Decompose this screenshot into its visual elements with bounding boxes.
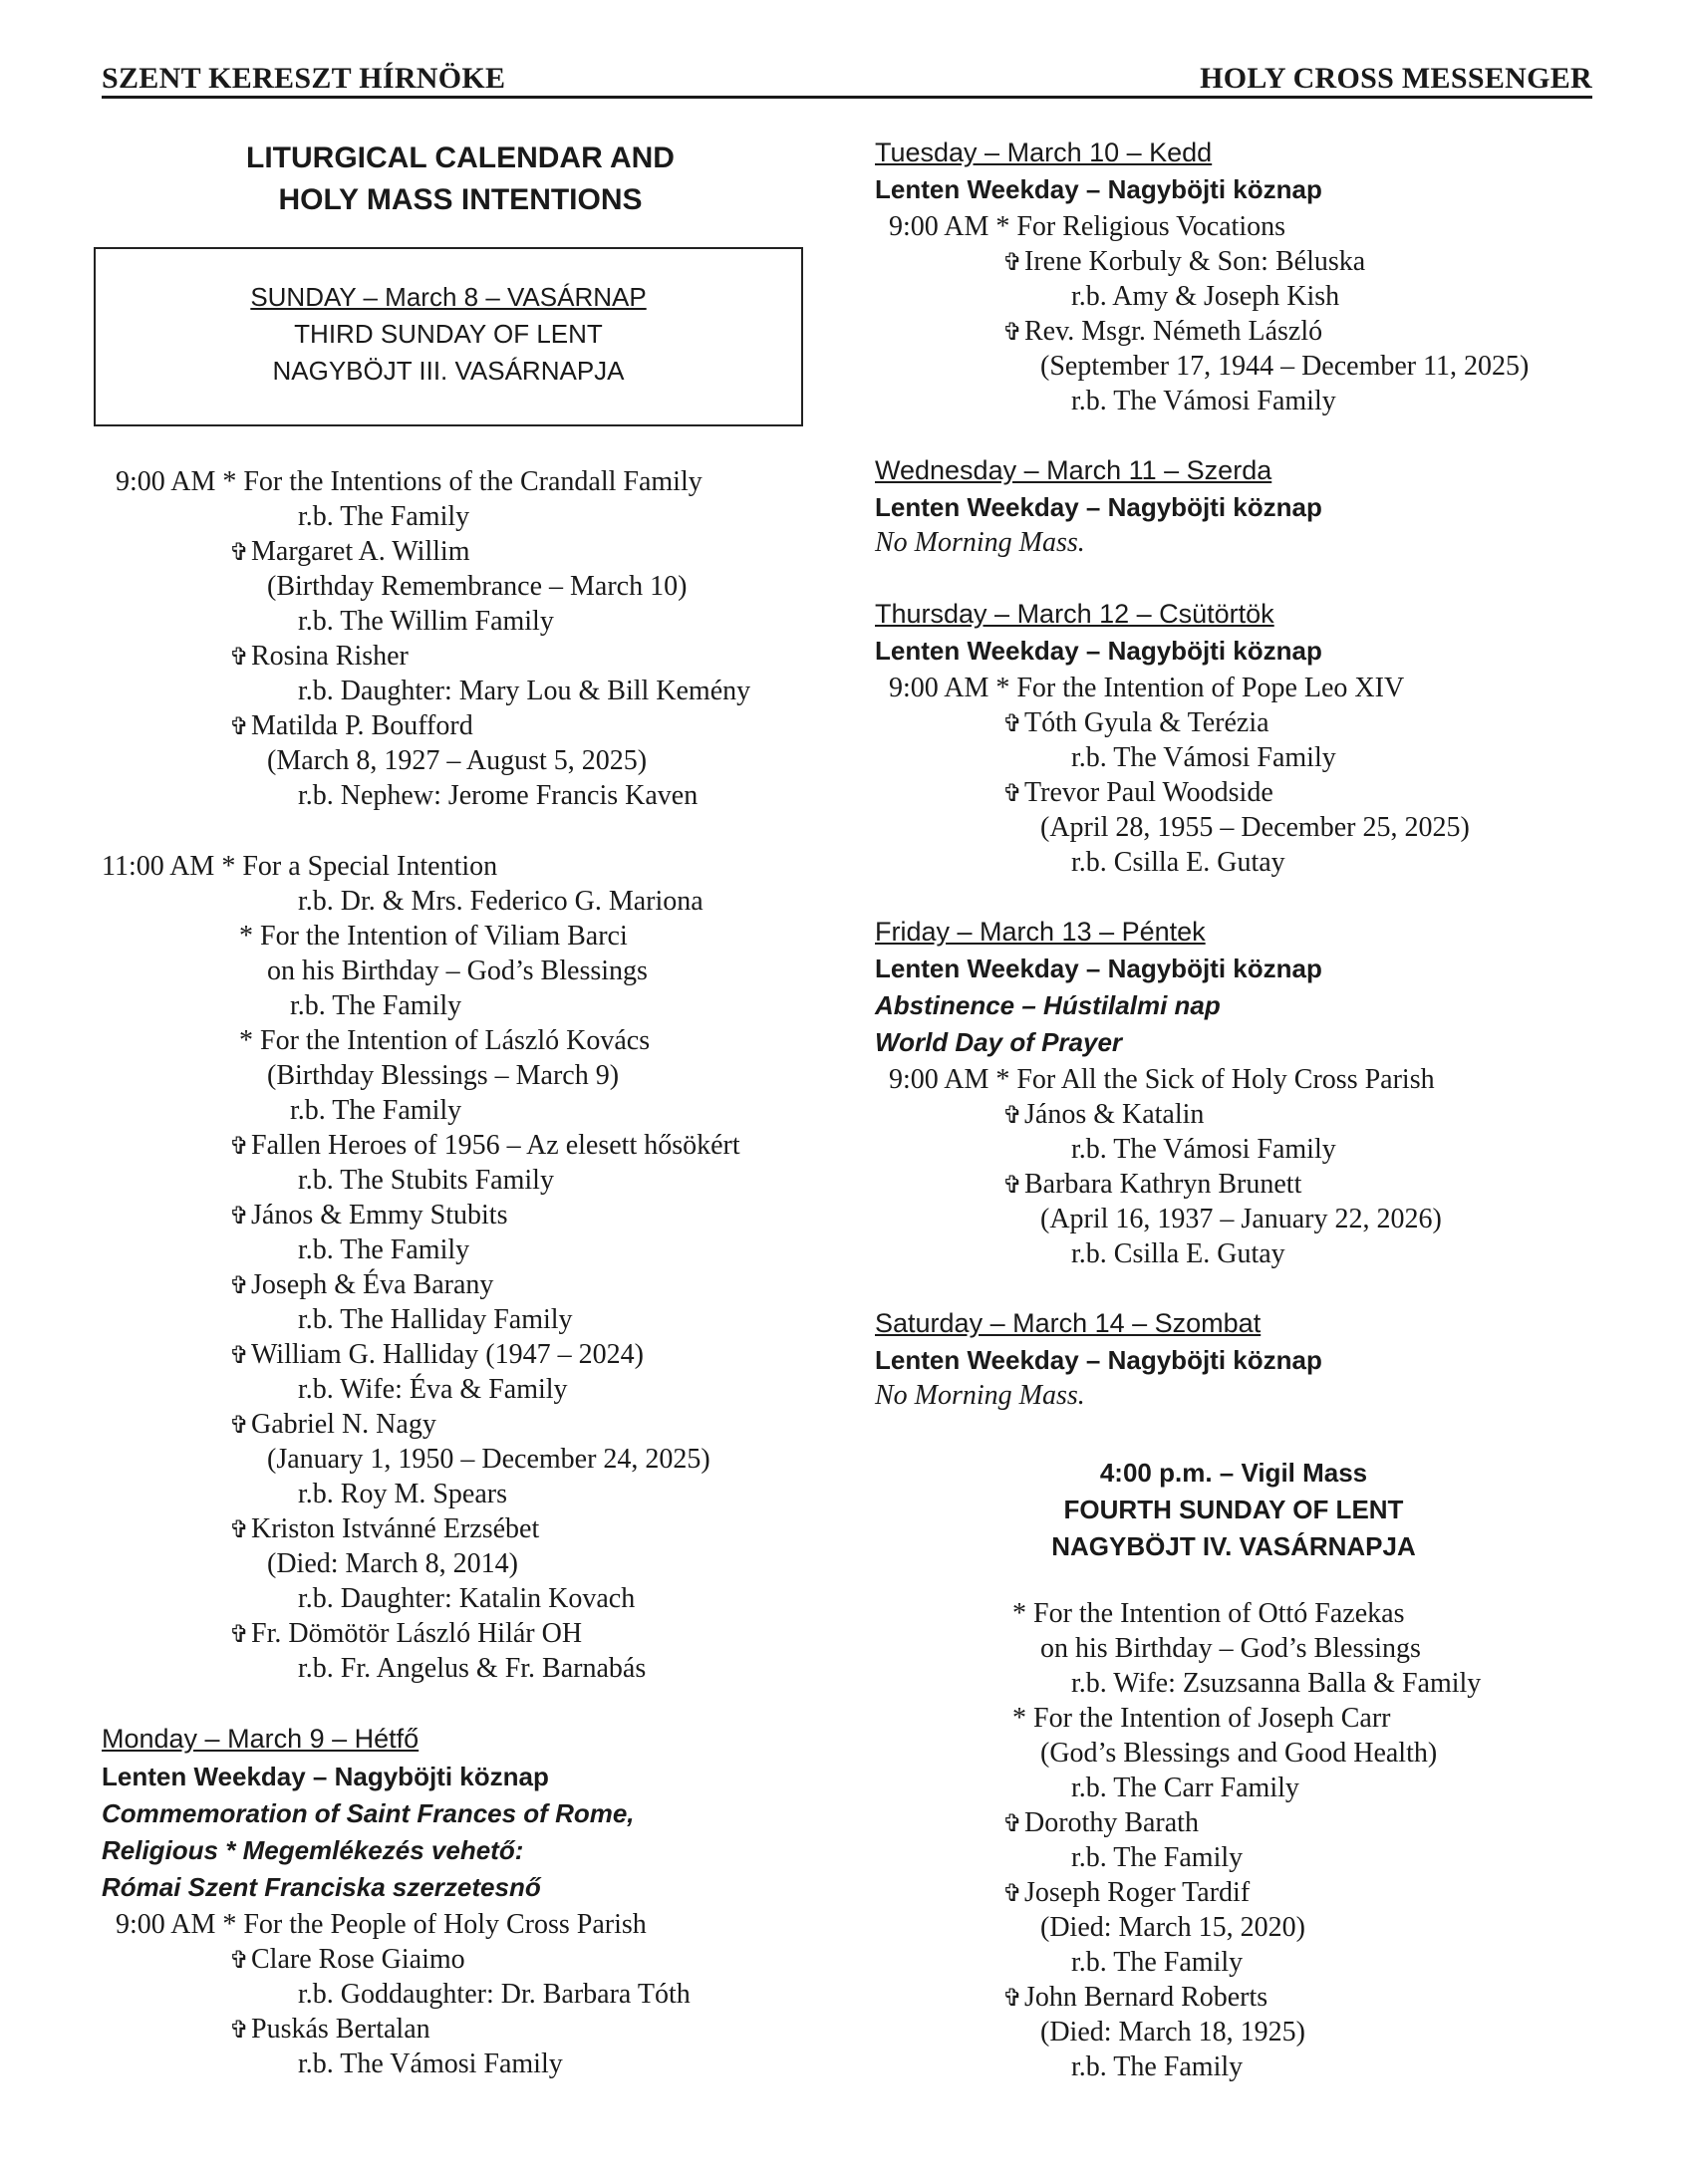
entry-line: (September 17, 1944 – December 11, 2025) [1040, 351, 1530, 382]
entry-line: 9:00 AM * For the Intention of Pope Leo XIV [889, 673, 1405, 703]
entry-line [229, 1267, 493, 1304]
entry-text: Trevor Paul Woodside [1024, 777, 1273, 808]
entry-line [229, 1128, 740, 1165]
cross-icon: ✞ [1002, 1986, 1023, 2012]
entry-text: Clare Rose Giaimo [251, 1944, 465, 1975]
tuesday-subtitle: Lenten Weekday – Nagyböjti köznap [875, 174, 1322, 204]
entry-text: Fallen Heroes of 1956 – Az elesett hősökért [251, 1130, 740, 1161]
vigil-heading [875, 1455, 1592, 1565]
entry-line: on his Birthday – God’s Blessings [267, 956, 648, 986]
entry-line: r.b. Wife: Éva & Family [298, 1374, 568, 1405]
entry-line: r.b. The Stubits Family [298, 1165, 554, 1196]
cross-icon: ✞ [1002, 1103, 1023, 1129]
entry-line: 9:00 AM * For the Intentions of the Crandall Family [116, 466, 703, 497]
cross-icon: ✞ [229, 1134, 250, 1160]
entry-text: Tóth Gyula & Terézia [1024, 707, 1269, 738]
entry-line: * For the Intention of Joseph Carr [1012, 1703, 1391, 1734]
entry-line [229, 2012, 430, 2048]
entry-line: r.b. The Vámosi Family [298, 2048, 563, 2079]
tuesday-heading: Tuesday – March 10 – Kedd [875, 137, 1213, 167]
monday-subtitle: Lenten Weekday – Nagyböjti köznap [102, 1762, 549, 1791]
cross-icon: ✞ [229, 2018, 250, 2044]
entry-line: r.b. The Halliday Family [298, 1304, 573, 1335]
entry-text: Irene Korbuly & Son: Béluska [1024, 246, 1366, 277]
entry-line: (Birthday Remembrance – March 10) [267, 571, 688, 602]
entry-line: r.b. Daughter: Katalin Kovach [298, 1583, 636, 1614]
entry-text: Joseph & Éva Barany [251, 1269, 494, 1300]
entry-line [229, 1198, 507, 1234]
cross-icon: ✞ [229, 1204, 250, 1229]
cross-icon: ✞ [229, 1622, 250, 1648]
entry-line: (Birthday Blessings – March 9) [267, 1060, 620, 1091]
entry-text: Barbara Kathryn Brunett [1024, 1169, 1302, 1200]
cross-icon: ✞ [1002, 711, 1023, 737]
entry-line: (April 16, 1937 – January 22, 2026) [1040, 1204, 1442, 1234]
entry-line [229, 534, 469, 571]
entry-line [1002, 1875, 1250, 1912]
entry-line: r.b. The Vámosi Family [1071, 386, 1336, 416]
cross-icon: ✞ [1002, 781, 1023, 807]
entry-line: (God’s Blessings and Good Health) [1040, 1738, 1438, 1769]
entry-line [229, 708, 473, 745]
calendar-title [102, 137, 819, 221]
cross-icon: ✞ [229, 714, 250, 740]
wednesday-subtitle: Lenten Weekday – Nagyböjti köznap [875, 492, 1322, 522]
entry-line: 9:00 AM * For Religious Vocations [889, 211, 1286, 242]
entry-text: Dorothy Barath [1024, 1807, 1199, 1838]
entry-line: * For the Intention of Viliam Barci [239, 921, 628, 952]
cross-icon: ✞ [1002, 1173, 1023, 1199]
entry-line: r.b. The Family [298, 501, 470, 532]
entry-line: on his Birthday – God’s Blessings [1040, 1633, 1421, 1664]
cross-icon: ✞ [229, 645, 250, 671]
entry-line: r.b. The Family [298, 1234, 470, 1265]
entry-line [1002, 1805, 1199, 1842]
friday-abstinence: Abstinence – Hústilalmi nap [875, 990, 1221, 1020]
entry-line: 9:00 AM * For the People of Holy Cross Parish [116, 1909, 647, 1940]
entry-line: * For the Intention of Ottó Fazekas [1012, 1598, 1405, 1629]
thursday-heading: Thursday – March 12 – Csütörtök [875, 599, 1274, 629]
cross-icon: ✞ [229, 1343, 250, 1369]
cross-icon: ✞ [229, 1273, 250, 1299]
entry-text: William G. Halliday (1947 – 2024) [251, 1339, 644, 1370]
entry-text: Kriston Istvánné Erzsébet [251, 1513, 540, 1544]
entry-text: Joseph Roger Tardif [1024, 1877, 1251, 1908]
sunday-box-line-1: SUNDAY – March 8 – VASÁRNAP [250, 282, 647, 312]
entry-line: r.b. The Family [290, 990, 462, 1021]
vigil-line-3: NAGYBÖJT IV. VASÁRNAPJA [1051, 1531, 1416, 1561]
wednesday-heading: Wednesday – March 11 – Szerda [875, 455, 1272, 485]
entry-line: 9:00 AM * For All the Sick of Holy Cross Parish [889, 1064, 1435, 1095]
entry-text: János & Emmy Stubits [251, 1200, 508, 1230]
title-line-2: HOLY MASS INTENTIONS [278, 183, 643, 216]
entry-line: r.b. The Vámosi Family [1071, 1134, 1336, 1165]
entry-line: r.b. Nephew: Jerome Francis Kaven [298, 780, 699, 811]
entry-line: (Died: March 8, 2014) [267, 1548, 518, 1579]
sunday-box-line-3: NAGYBÖJT III. VASÁRNAPJA [272, 356, 625, 386]
entry-text: Rev. Msgr. Németh László [1024, 316, 1323, 347]
entry-line: (Died: March 18, 1925) [1040, 2017, 1305, 2048]
entry-text: Matilda P. Boufford [251, 710, 473, 741]
entry-text: John Bernard Roberts [1024, 1982, 1268, 2013]
entry-line: r.b. The Family [1071, 1947, 1244, 1978]
entry-line [1002, 705, 1269, 742]
entry-line: * For the Intention of László Kovács [239, 1025, 651, 1056]
saturday-subtitle: Lenten Weekday – Nagyböjti köznap [875, 1345, 1322, 1375]
monday-heading: Monday – March 9 – Hétfő [102, 1724, 420, 1754]
entry-line [1002, 1167, 1301, 1204]
thursday-subtitle: Lenten Weekday – Nagyböjti köznap [875, 636, 1322, 666]
header-right: HOLY CROSS MESSENGER [1200, 62, 1592, 95]
entry-line [229, 1942, 465, 1979]
header-rule [102, 96, 1592, 99]
entry-line [1002, 1097, 1204, 1134]
vigil-line-2: FOURTH SUNDAY OF LENT [1063, 1495, 1404, 1524]
entry-line: 11:00 AM * For a Special Intention [102, 851, 498, 882]
entry-text: Margaret A. Willim [251, 536, 470, 567]
cross-icon: ✞ [229, 1517, 250, 1543]
monday-commemoration-2: Religious * Megemlékezés vehető: [102, 1835, 524, 1865]
cross-icon: ✞ [1002, 1881, 1023, 1907]
entry-line: (April 28, 1955 – December 25, 2025) [1040, 812, 1470, 843]
entry-line: r.b. The Family [1071, 2051, 1244, 2082]
friday-world-day: World Day of Prayer [875, 1027, 1123, 1057]
entry-line [229, 639, 409, 676]
wednesday-note: No Morning Mass. [875, 527, 1085, 558]
entry-line: r.b. The Family [290, 1095, 462, 1126]
header-left: SZENT KERESZT HÍRNÖKE [102, 62, 506, 95]
cross-icon: ✞ [1002, 250, 1023, 276]
monday-commemoration-3: Római Szent Franciska szerzetesnő [102, 1872, 541, 1902]
entry-text: Puskás Bertalan [251, 2014, 430, 2045]
entry-line: r.b. Fr. Angelus & Fr. Barnabás [298, 1653, 647, 1684]
entry-line [229, 1407, 436, 1444]
entry-line [1002, 775, 1273, 812]
cross-icon: ✞ [1002, 1811, 1023, 1837]
entry-line [229, 1616, 582, 1653]
monday-commemoration-1: Commemoration of Saint Frances of Rome, [102, 1798, 635, 1828]
entry-line: r.b. Daughter: Mary Lou & Bill Kemény [298, 676, 751, 706]
entry-line: r.b. Amy & Joseph Kish [1071, 281, 1340, 312]
entry-text: János & Katalin [1024, 1099, 1205, 1130]
entry-line: (March 8, 1927 – August 5, 2025) [267, 745, 648, 776]
entry-line: r.b. Csilla E. Gutay [1071, 847, 1285, 878]
friday-heading: Friday – March 13 – Péntek [875, 917, 1206, 947]
cross-icon: ✞ [1002, 320, 1023, 346]
vigil-line-1: 4:00 p.m. – Vigil Mass [1099, 1458, 1368, 1488]
entry-line [229, 1511, 539, 1548]
entry-line: (January 1, 1950 – December 24, 2025) [267, 1444, 710, 1475]
entry-line: r.b. The Family [1071, 1842, 1244, 1873]
entry-line: r.b. The Vámosi Family [1071, 742, 1336, 773]
entry-text: Fr. Dömötör László Hilár OH [251, 1618, 583, 1649]
entry-line: r.b. Csilla E. Gutay [1071, 1238, 1285, 1269]
cross-icon: ✞ [229, 1413, 250, 1439]
entry-line [1002, 1980, 1267, 2017]
entry-line [1002, 314, 1322, 351]
entry-line: r.b. Dr. & Mrs. Federico G. Mariona [298, 886, 703, 917]
entry-line: r.b. Wife: Zsuzsanna Balla & Family [1071, 1668, 1482, 1699]
sunday-box [94, 247, 803, 426]
cross-icon: ✞ [229, 1948, 250, 1974]
saturday-note: No Morning Mass. [875, 1380, 1085, 1411]
sunday-box-line-2: THIRD SUNDAY OF LENT [294, 319, 603, 349]
cross-icon: ✞ [229, 540, 250, 566]
entry-line: r.b. Goddaughter: Dr. Barbara Tóth [298, 1979, 691, 2010]
entry-line [1002, 244, 1365, 281]
entry-line: r.b. Roy M. Spears [298, 1479, 507, 1509]
entry-line [229, 1337, 644, 1374]
entry-line: r.b. The Carr Family [1071, 1773, 1299, 1803]
entry-text: Rosina Risher [251, 641, 409, 672]
entry-text: Gabriel N. Nagy [251, 1409, 436, 1440]
saturday-heading: Saturday – March 14 – Szombat [875, 1308, 1262, 1338]
entry-line: r.b. The Willim Family [298, 606, 554, 637]
title-line-1: LITURGICAL CALENDAR AND [246, 141, 675, 174]
entry-line: (Died: March 15, 2020) [1040, 1912, 1305, 1943]
friday-subtitle: Lenten Weekday – Nagyböjti köznap [875, 954, 1322, 983]
